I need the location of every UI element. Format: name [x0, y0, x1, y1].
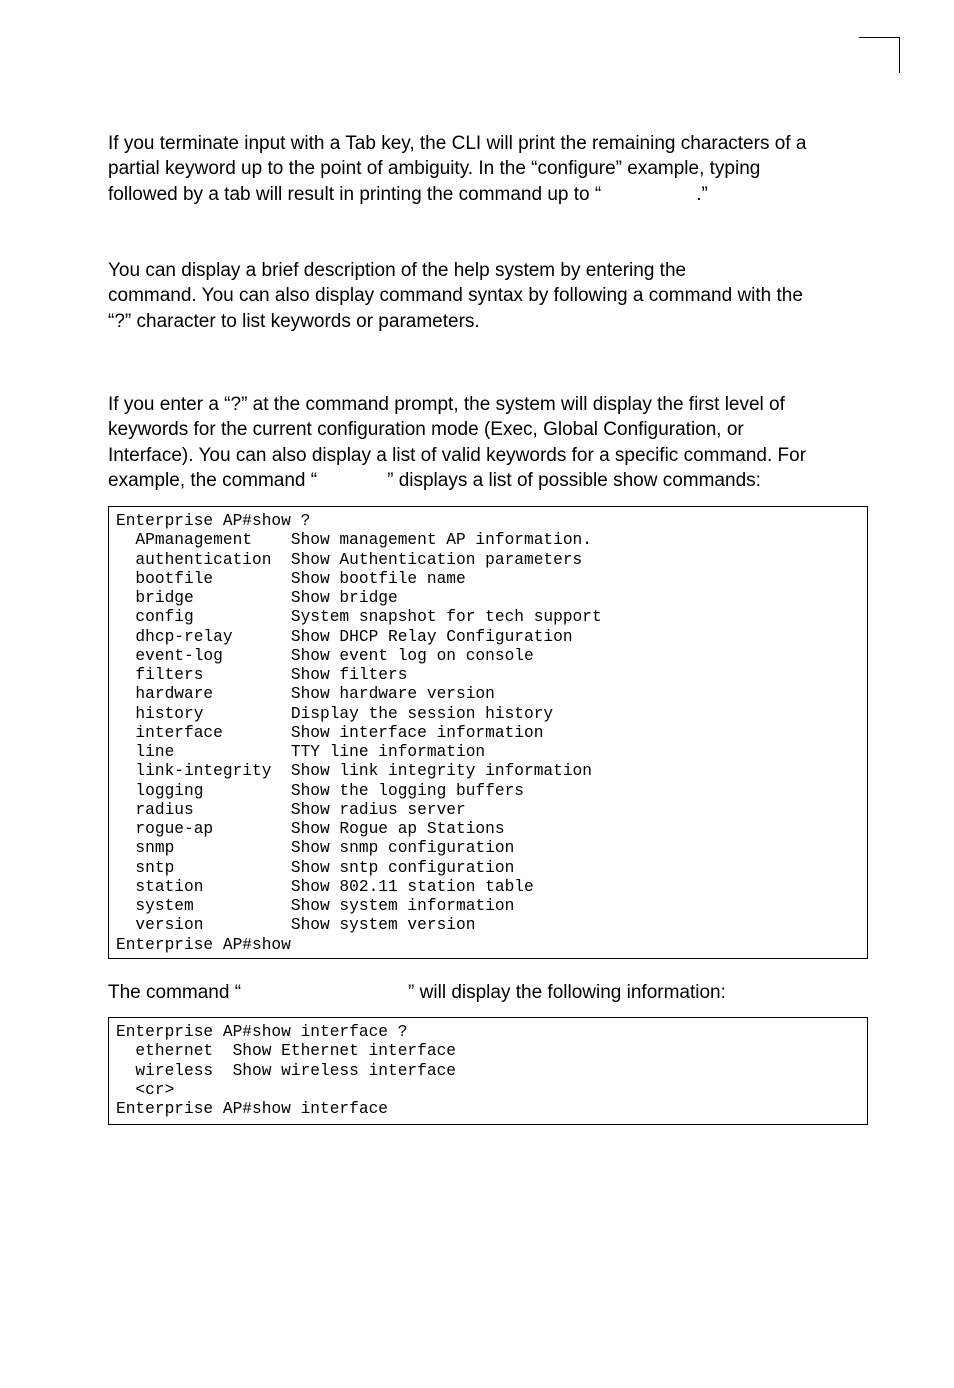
tab-completion-paragraph	[108, 131, 868, 207]
help-system-paragraph	[108, 258, 868, 334]
code-line: filters Show filters	[116, 666, 408, 684]
code-line: APmanagement Show management AP information.	[116, 531, 592, 550]
text-line: You can display a brief description of the help system by entering the	[108, 260, 687, 281]
code-line: <cr>	[116, 1080, 175, 1099]
text-line: keywords for the current configuration mode (Exec, Global Configuration, or	[108, 419, 744, 441]
code-line: wireless Show wireless interface	[116, 1061, 456, 1080]
code-line: rogue-ap Show Rogue ap Stations	[116, 820, 505, 838]
code-line: sntp Show sntp configuration	[116, 858, 515, 877]
code-line: hardware Show hardware version	[116, 685, 495, 704]
code-line: logging Show the logging buffers	[116, 781, 524, 800]
code-line: link-integrity Show link integrity information	[116, 762, 592, 781]
code-line: ethernet Show Ethernet interface	[116, 1042, 456, 1061]
page-corner-mark	[859, 37, 900, 73]
text-line: Interface). You can also display a list of valid keywords for a specific command. For	[108, 444, 807, 466]
code-line: radius Show radius server	[116, 800, 466, 819]
code-line: event-log Show event log on console	[116, 646, 534, 665]
text-fragment: ” will display the following information:	[408, 982, 726, 1003]
code-line: dhcp-relay Show DHCP Relay Configuration	[116, 627, 573, 646]
code-line: bridge Show bridge	[116, 589, 398, 607]
code-line: Enterprise AP#show interface ?	[116, 1023, 408, 1041]
text-fragment: followed by a tab will result in printing the command up to “	[108, 183, 602, 205]
text-fragment: ” displays a list of possible show commands:	[387, 470, 761, 492]
text-line: If you enter a “?” at the command prompt, the system will display the first level of	[108, 394, 785, 415]
code-line: config System snapshot for tech support	[116, 608, 602, 627]
code-line: interface Show interface information	[116, 723, 544, 742]
text-fragment: example, the command “	[108, 470, 318, 492]
interface-intro-paragraph	[108, 980, 868, 1005]
code-line: Enterprise AP#show ?	[116, 512, 311, 530]
text-line: “?” character to list keywords or parameters.	[108, 310, 480, 332]
text-fragment: The command “	[108, 982, 242, 1003]
text-line: If you terminate input with a Tab key, the CLI will print the remaining characters of a	[108, 133, 807, 154]
text-line: partial keyword up to the point of ambiguity. In the “configure” example, typing	[108, 158, 761, 180]
show-interface-help-code-block	[108, 1017, 868, 1125]
text-line	[108, 182, 868, 207]
code-line: system Show system information	[116, 897, 515, 915]
text-line	[108, 980, 868, 1005]
code-line: Enterprise AP#show	[116, 935, 291, 954]
code-line: Enterprise AP#show interface	[116, 1100, 388, 1118]
keyword-list-paragraph	[108, 392, 868, 494]
code-line: line TTY line information	[116, 743, 486, 761]
code-line: authentication Show Authentication parameters	[116, 550, 583, 569]
code-line: bootfile Show bootfile name	[116, 569, 466, 588]
text-line: command. You can also display command syntax by following a command with the	[108, 285, 803, 307]
show-help-code-block	[108, 506, 868, 959]
text-line	[108, 468, 868, 493]
text-fragment: .”	[696, 183, 708, 205]
code-line: snmp Show snmp configuration	[116, 839, 515, 858]
code-line: station Show 802.11 station table	[116, 877, 534, 896]
code-line: history Display the session history	[116, 704, 554, 723]
code-line: version Show system version	[116, 916, 476, 935]
